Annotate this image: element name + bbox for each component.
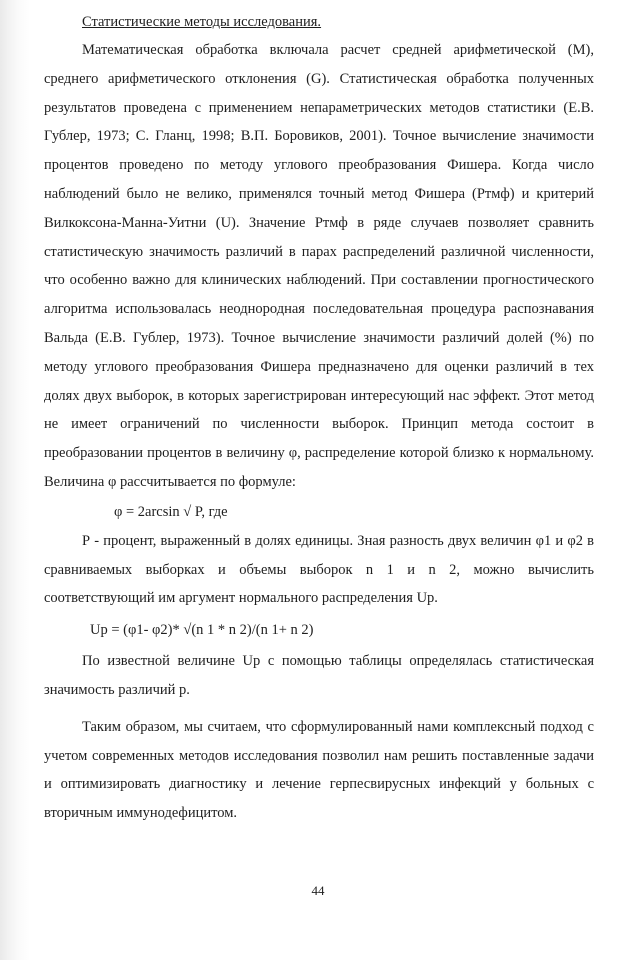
paragraph-table: По известной величине Up с помощью таблицы определялась статистическая значимость различий p.: [44, 653, 594, 698]
scan-edge-shadow: [0, 0, 30, 960]
section-title: Статистические методы исследования.: [82, 14, 322, 30]
paragraph-difference: Р - процент, выраженный в долях единицы. Зная разность двух величин φ1 и φ2 в сравниваемых выборках и объемы выборок n 1 и n 2, можно вычислить соответствующий им аргумент нормального распределения Up.: [44, 532, 594, 607]
paragraph-conclusion: Таким образом, мы считаем, что сформулированный нами комплексный подход с учетом современных методов исследования позволил нам решить поставленные задачи и оптимизировать диагностику и лечение герпесвирусных инфекций у больных с вторичным иммунодефицитом.: [44, 718, 594, 822]
formula-up: Up = (φ1- φ2)* √(n 1 * n 2)/(n 1+ n 2): [90, 622, 314, 639]
page-content: [44, 8, 594, 828]
formula-phi: φ = 2arcsin √ P, где: [114, 503, 228, 520]
paragraph-methods: Математическая обработка включала расчет средней арифметической (М), среднего арифметического отклонения (G). Статистическая обработка полученных результатов проведена с применением непараметрических методов статистики (Е.В. Гублер, 1973; С. Гланц, 1998; В.П. Боровиков, 2001). Точное вычисление значимости процентов проведено по методу углового преобразования Фишера. Когда число наблюдений было не велико, применялся точный метод Фишера (Ртмф) и критерий Вилкоксона-Манна-Уитни (U). Значение Ртмф в ряде случаев позволяет сравнить статистическую значимость различий в парах распределений различной численности, что особенно важно для клинических наблюдений. При составлении прогностического алгоритма использовалась неоднородная последовательная процедура распознавания Вальда (Е.В. Гублер, 1973). Точное вычисление значимости различий долей (%) по методу углового преобразования Фишера предназначено для оценки различий в тех долях двух выборок, в которых зарегистрирован интересующий нас эффект. Этот метод не имеет ограничений по численности выборок. Принцип метода состоит в преобразовании процентов в величину φ, распределение которой близко к нормальному. Величина φ рассчитывается по формуле:: [44, 42, 594, 490]
page-number: 44: [311, 883, 325, 898]
